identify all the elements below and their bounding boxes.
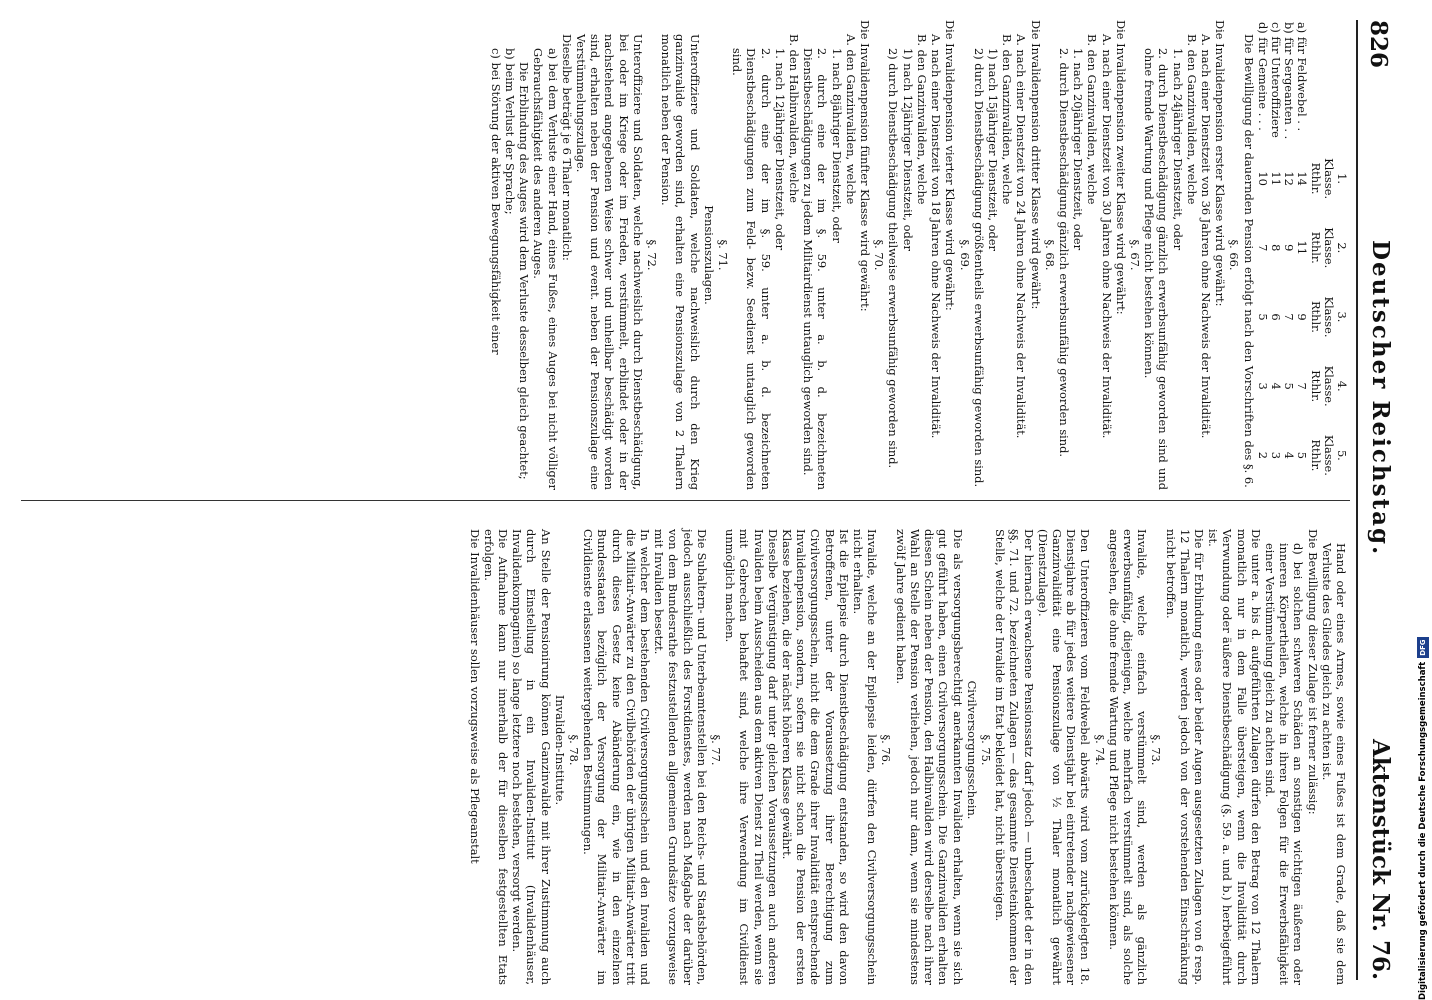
right-paragraphs	[467, 515, 1348, 985]
paragraph: Hand oder eines Armes, sowie eines Fußes ist dem Grade, daß sie dem Verluste des Gliedes gleich zu achten ist.	[1319, 543, 1348, 985]
table-cell: 6	[1268, 313, 1283, 321]
paragraph: 1) nach 15jähriger Dienstzeit, oder	[985, 48, 1000, 251]
page-title: Deutscher Reichstag.	[1367, 240, 1394, 557]
table-header-row	[1335, 20, 1348, 490]
table-row	[1269, 20, 1282, 490]
paragraph: Unteroffiziere und Soldaten, welche nachweislich durch den Krieg ganzinvalide geworden sind, erhalten eine Pensionszulage von 2 Thalern monatlich neben der Pension.	[659, 34, 702, 490]
paragraph: 1) nach 12jähriger Dienstzeit, oder	[900, 48, 915, 251]
row-label: a) für Feldwebel . .	[1295, 22, 1310, 132]
section-heading: §. 73.	[1149, 734, 1164, 766]
paragraph: Den Unteroffizieren vom Feldwebel abwärts wird vom zurückgelegten 18. Dienstjahre ab für jedes weitere Dienstjahr bei eintretender nachgewiesener Ganzinvalidität eine Pensionszulage von ½ Thaler monatlich gewährt (Dienstzulage).	[1035, 529, 1093, 985]
section-heading: §. 71.	[716, 239, 731, 271]
section-heading: §. 72.	[645, 239, 660, 271]
class-header: 1.	[1335, 173, 1349, 185]
table-cell: 7	[1255, 244, 1270, 252]
section-heading: §. 75.	[978, 734, 993, 766]
paragraph: An Stelle der Pensionirung können Ganzinvalide mit ihrer Zustimmung auch durch Einstellung in ein Invaliden-Institut (Invalidenhäuser, Invalidenkompagnien) so lange letztere noch bestehen, versorgt werden.	[510, 529, 553, 985]
section-heading: Civilversorgungsschein.	[964, 680, 979, 820]
section-heading: §. 69.	[957, 239, 972, 271]
section-heading: §. 77.	[709, 734, 724, 766]
paragraph: A. den Ganzinvaliden, welche	[843, 34, 858, 205]
paragraph: 2. durch eine der im §. 59. unter a. b. d. bezeichneten Dienstbeschädigungen zu jedem Militairdienst untauglich geworden sind.	[801, 48, 830, 490]
table-cell: 14	[1295, 171, 1310, 186]
table-cell: 11	[1295, 240, 1310, 256]
section-heading: §. 70.	[872, 239, 887, 271]
paragraph: Die als versorgungsberechtigt anerkannten Invaliden erhalten, wenn sie sich gut geführt haben, einen Civilversorgungsschein. Die Ganzinvaliden erhalten diesen Schein neben der Pension, den Halbinvaliden wird derselbe nach ihrer Wahl an Stelle der Pension verliehen, jedoch nur dann, wenn sie mindestens zwölf Jahre gedient haben.	[893, 529, 965, 985]
table-row	[1256, 20, 1269, 490]
class-header: 5.	[1335, 449, 1349, 461]
table-cell: 4	[1282, 451, 1297, 459]
paragraph: Dieselbe beträgt je 6 Thaler monatlich:	[559, 34, 574, 261]
paragraph: A. nach einer Dienstzeit von 18 Jahren ohne Nachweis der Invalidität.	[929, 34, 944, 439]
unit-header: Klasse. Rthlr.	[1308, 296, 1336, 338]
paragraph: B. den Ganzinvaliden, welche	[914, 34, 929, 205]
table-cell: 11	[1268, 171, 1283, 186]
table-cell: 3	[1255, 382, 1270, 390]
table-cell: 12	[1282, 171, 1297, 186]
table-row	[1282, 20, 1295, 490]
section-heading: §. 78.	[567, 734, 582, 766]
paragraph: Invalide, welche an der Epilepsie leiden, dürfen den Civilversorgungsschein nicht erhalten.	[851, 529, 880, 985]
paragraph: c) bei Störung der aktiven Bewegungsfähigkeit einer	[488, 48, 503, 355]
paragraph: 1. nach 24jähriger Dienstzeit, oder	[1170, 48, 1185, 251]
table-cell: 7	[1282, 313, 1297, 321]
table-cell: 8	[1268, 244, 1283, 252]
paragraph: Die Aufnahme kann nur innerhalb der für dieselben festgestellten Etats erfolgen.	[481, 529, 511, 985]
paragraph: b) beim Verlust der Sprache;	[503, 48, 518, 215]
page-header	[1356, 20, 1396, 980]
paragraph: a) bei dem Verluste einer Hand, eines Fußes, eines Auges bei nicht völliger Gebrauchsfähigkeit des anderen Auges.	[531, 48, 560, 490]
paragraph: Die Invalidenpension fünfter Klasse wird gewährt:	[858, 20, 873, 312]
rotated-page	[6, 0, 1406, 1000]
paragraph: B. den Ganzinvaliden, welche	[1184, 34, 1199, 205]
table-cell: 5	[1295, 451, 1310, 459]
paragraph: Der hiernach erwachsene Pensionssatz darf jedoch — unbeschadet der in den §§. 71. und 72. bezeichneten Zulagen — das gesammte Diensteinkommen der Stelle, welche der Invalide im Etat bekleidet hat, nicht übersteigen.	[993, 529, 1036, 985]
paragraph: Die Invalidenpension vierter Klasse wird gewährt:	[943, 20, 958, 311]
row-label: c) für Unteroffiziere	[1268, 22, 1283, 138]
unit-header: Klasse. Rthlr.	[1308, 434, 1336, 476]
left-paragraphs	[489, 20, 1256, 490]
paragraph: Die Invalidenpension dritter Klasse wird gewährt:	[1028, 20, 1043, 310]
paragraph: Unteroffiziere und Soldaten, welche nachweislich durch Dienstbeschädigung, bei oder im Kriege oder im Frieden, verstümmelt, erblindet oder in der nachstehend angegebenen Weise schwer und unheilbar beschädigt worden sind, erhalten neben der Pension und event. neben der Pensionszulage eine Verstümmelungszulage.	[574, 34, 645, 490]
section-heading: §. 74.	[1092, 734, 1107, 766]
section-heading: §. 68.	[1042, 239, 1057, 271]
table-cell: 4	[1268, 382, 1283, 390]
paragraph: d) bei solchen schweren Schäden an sonstigen wichtigen äußeren oder inneren Körpertheilen, welche in ihren Folgen für die Erwerbsfähigkeit einer Verstümmelung gleich zu achten sind.	[1262, 543, 1306, 985]
table-unit-row	[1308, 20, 1334, 490]
unit-header: Klasse. Rthlr.	[1308, 365, 1336, 407]
paragraph: B. den Ganzinvaliden, welche	[1085, 34, 1100, 205]
paragraph: 2) durch Dienstbeschädigung größtentheils erwerbsunfähig geworden sind.	[971, 48, 986, 488]
page-number: 826	[1365, 20, 1392, 69]
section-heading: §. 76.	[879, 734, 894, 766]
pension-table	[1256, 20, 1348, 490]
table-cell: 2	[1255, 451, 1270, 459]
paragraph: 2) durch Dienstbeschädigung theilweise erwerbsunfähig geworden sind.	[886, 48, 901, 469]
paragraph: Dieselbe Vergünstigung darf unter gleichen Voraussetzungen auch anderen Invaliden beim Ausscheiden aus dem aktiven Dienst zu Theil werden, wenn sie mit Gebrechen behaftet sind, welche ihre Verwendung im Civildienst unmöglich machen.	[723, 529, 780, 985]
class-header: 4.	[1335, 380, 1349, 392]
paragraph: B. den Halbinvaliden, welche	[787, 34, 802, 203]
right-column	[467, 515, 1348, 985]
table-cell: 9	[1295, 313, 1310, 321]
paragraph: Die Invalidenpension erster Klasse wird gewährt:	[1213, 20, 1228, 307]
column-divider	[21, 500, 1350, 501]
section-heading: §. 66.	[1227, 239, 1242, 271]
paragraph: Die Bewilligung der dauernden Pension erfolgt nach den Vorschriften des §. 6.	[1241, 34, 1256, 488]
section-heading: §. 67.	[1127, 239, 1142, 271]
table-cell: 10	[1255, 171, 1270, 186]
paragraph: Die Invalidenhäuser sollen vorzugsweise als Pflegeanstalt	[467, 529, 482, 864]
paragraph: 1. nach 20jähriger Dienstzeit, oder	[1071, 48, 1086, 251]
paragraph: 1. nach 12jähriger Dienstzeit, oder	[772, 48, 787, 251]
class-header: 3.	[1335, 311, 1349, 323]
digitization-credit	[1418, 600, 1430, 1000]
table-cell: 7	[1295, 382, 1310, 390]
table-cell: 5	[1282, 382, 1297, 390]
table-cell: 3	[1268, 451, 1283, 459]
paragraph: A. nach einer Dienstzeit von 36 Jahren ohne Nachweis der Invalidität.	[1198, 34, 1213, 439]
table-corner	[1335, 20, 1348, 144]
unit-header: Klasse. Rthlr.	[1308, 227, 1336, 269]
paragraph: In welcher dem bestehenden Civilversorgungsschein und den Invaliden und die Militair-Anwärter zu den Civilbehörden der übrigen Militair-Anwärter tritt durch dieses Gesetz keine Abänderung ein, wie in den einzelnen Bundesstaaten bezüglich der Versorgung der Militair-Anwärter im Civildienste erlassenen weitergehenden Bestimmungen.	[581, 529, 653, 985]
row-label: d) für Gemeine . . .	[1255, 22, 1270, 131]
table-corner	[1308, 20, 1334, 144]
paragraph: Invalide, welche einfach verstümmelt sind, werden als gänzlich erwerbsunfähig, diejenigen, welche mehrfach verstümmelt sind, als solche angesehen, die ohne fremde Wartung und Pflege nicht bestehen können.	[1106, 529, 1150, 985]
header-rule	[1356, 20, 1358, 980]
paragraph: 2. durch Dienstbeschädigung gänzlich erwerbsunfähig geworden sind.	[1056, 48, 1071, 458]
paragraph: Die unter a. bis d. aufgeführten Zulagen dürfen den Betrag von 12 Thalern monatlich nur in dem Falle übersteigen, wenn die Invalidität durch Verwundung oder äußere Dienstbeschädigung (§. 59. a. und b.) herbeigeführt ist.	[1206, 529, 1263, 985]
paragraph: 1. nach 8jähriger Dienstzeit, oder	[829, 48, 844, 243]
paragraph: B. den Ganzinvaliden, welche	[1000, 34, 1015, 205]
unit-header: Klasse. Rthlr.	[1308, 158, 1336, 200]
table-cell: 9	[1282, 244, 1297, 252]
paragraph: A. nach einer Dienstzeit von 30 Jahren ohne Nachweis der Invalidität.	[1099, 34, 1114, 439]
credit-text: Digitalisierung gefördert durch die Deutsche Forschungsgemeinschaft	[1418, 661, 1428, 1000]
paragraph: Die Subaltern- und Unterbeamtenstellen bei den Reichs- und Staatsbehörden, jedoch ausschließlich des Forstdienstes, werden nach Maßgabe der darüber von dem Bundesrathe festzustellenden allgemeinen Grundsätze vorzugsweise mit Invaliden besetzt.	[652, 529, 709, 985]
paragraph: Ist die Epilepsie durch Dienstbeschädigung entstanden, so wird den davon Betroffenen, unter der Voraussetzung ihrer Berechtigung zum Civilversorgungsschein, nicht die dem Grade ihrer Invalidität entsprechende Invalidenpension, sondern, sofern sie nicht schon die Pension der ersten Klasse beziehen, die der nächst höheren Klasse gewährt.	[780, 529, 851, 985]
class-header: 2.	[1335, 242, 1349, 254]
paragraph: 2. durch Dienstbeschädigung gänzlich erwerbsunfähig geworden sind und ohne fremde Wartung und Pflege nicht bestehen können.	[1142, 48, 1171, 490]
paragraph: Die Invalidenpension zweiter Klasse wird gewährt:	[1113, 20, 1128, 315]
paragraph: Die Erblindung des Auges wird dem Verluste desselben gleich geachtet;	[517, 62, 532, 480]
table-row	[1295, 20, 1308, 490]
paragraph: A. nach einer Dienstzeit von 24 Jahren ohne Nachweis der Invalidität.	[1014, 34, 1029, 439]
dfg-logo: DFG	[1419, 639, 1427, 656]
paragraph: Die Bewilligung dieser Zulage ist ferner zulässig:	[1305, 529, 1320, 815]
paragraph: 2. durch eine der im §. 59. unter a. b. d. bezeichneten Dienstbeschädigungen zum Feld- bezw. Seedienst untauglich geworden sind.	[730, 48, 773, 490]
section-heading: Pensionszulagen.	[701, 205, 716, 305]
paragraph: Die für Erblindung eines oder beider Augen ausgesetzten Zulagen von 6 resp. 12 Thalern monatlich, werden jedoch von der vorstehenden Einschränkung nicht betroffen.	[1163, 529, 1206, 985]
table-cell: 5	[1255, 313, 1270, 321]
left-column	[489, 20, 1348, 490]
document-number: Aktenstück Nr. 76.	[1367, 738, 1394, 980]
row-label: b) für Sergeanten . .	[1282, 22, 1297, 140]
section-heading: Invaliden-Institute.	[552, 694, 567, 806]
